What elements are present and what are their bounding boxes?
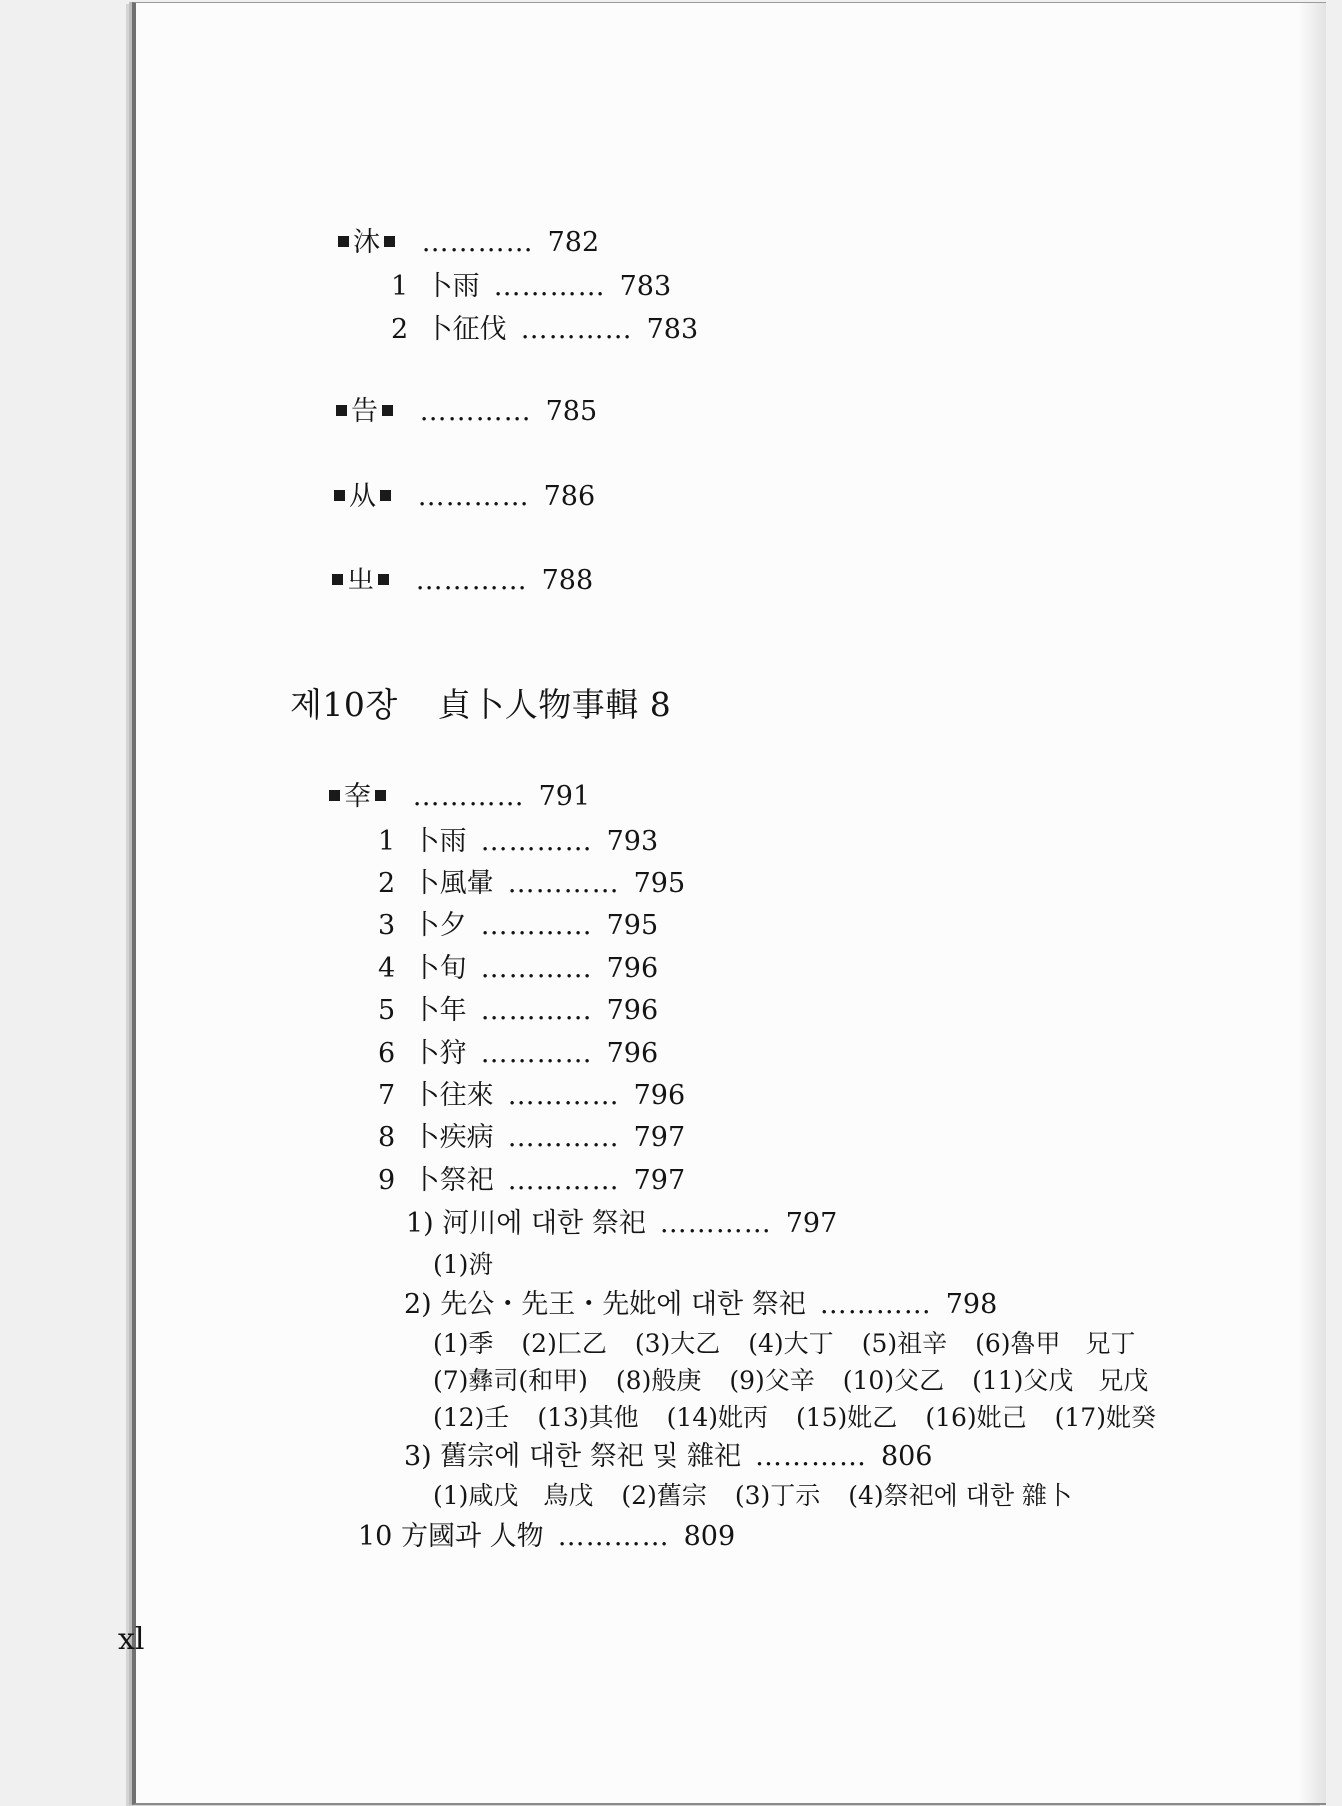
item-label: 卜征伐 bbox=[425, 314, 507, 345]
item-number: 5 bbox=[378, 995, 396, 1026]
square-bullet-icon bbox=[380, 490, 391, 501]
detail-entry: (2)匚乙 bbox=[521, 1329, 607, 1358]
toc-item bbox=[378, 1082, 685, 1109]
detail-entry: (10)父乙 bbox=[842, 1366, 945, 1395]
toc-item bbox=[378, 870, 685, 897]
square-bullet-icon bbox=[329, 790, 340, 801]
section-name: 从 bbox=[349, 481, 376, 512]
detail-entry: (2)舊宗 bbox=[621, 1481, 707, 1510]
leader-dots: ………… bbox=[507, 868, 620, 899]
square-bullet-icon bbox=[382, 405, 393, 416]
detail-entry: (8)般庚 bbox=[615, 1366, 702, 1395]
page-ref: 806 bbox=[880, 1441, 933, 1472]
page-ref: 783 bbox=[619, 271, 672, 302]
item-label: 卜年 bbox=[412, 995, 467, 1026]
section-name: 告 bbox=[351, 396, 378, 427]
toc-section-entry bbox=[325, 783, 590, 810]
page-ref: 798 bbox=[945, 1289, 998, 1320]
leader-dots: ………… bbox=[754, 1441, 867, 1472]
toc-item bbox=[378, 912, 658, 939]
leader-dots: ………… bbox=[480, 826, 593, 857]
page-number: xl bbox=[118, 1622, 145, 1657]
leader-dots: ………… bbox=[419, 396, 532, 427]
page-ref: 783 bbox=[646, 314, 699, 345]
item-number: 2 bbox=[378, 868, 396, 899]
detail-entry: (5)祖辛 bbox=[861, 1329, 948, 1358]
square-bullet-icon bbox=[336, 405, 347, 416]
page-ref: 791 bbox=[538, 781, 591, 812]
toc-subdetail-line bbox=[433, 1483, 1072, 1508]
toc-subitem bbox=[404, 1443, 933, 1470]
toc-subdetail-line bbox=[433, 1331, 1136, 1356]
detail-entry: (3)大乙 bbox=[634, 1329, 721, 1358]
item-number: 4 bbox=[378, 953, 396, 984]
leader-dots: ………… bbox=[493, 271, 606, 302]
toc-subdetail-line bbox=[433, 1405, 1156, 1430]
chapter-heading bbox=[290, 685, 672, 724]
page-ref: 782 bbox=[547, 227, 600, 258]
item-label: 卜雨 bbox=[425, 271, 480, 302]
detail-entry: (7)彝司(和甲) bbox=[433, 1366, 588, 1395]
page-ref: 795 bbox=[606, 910, 659, 941]
item-label: 卜旬 bbox=[412, 953, 467, 984]
square-bullet-icon bbox=[375, 790, 386, 801]
leader-dots: ………… bbox=[520, 314, 633, 345]
item-label: 方國과 人物 bbox=[400, 1521, 544, 1552]
page-ref: 797 bbox=[633, 1165, 686, 1196]
item-number: 2 bbox=[391, 314, 409, 345]
square-bullet-icon bbox=[384, 236, 395, 247]
leader-dots: ………… bbox=[507, 1080, 620, 1111]
subitem-label: 2) 先公・先王・先妣에 대한 祭祀 bbox=[404, 1289, 806, 1320]
toc-item bbox=[378, 997, 658, 1024]
toc-section-entry bbox=[334, 229, 599, 256]
detail-entry: (9)父辛 bbox=[729, 1366, 815, 1395]
detail-entry: (1)洀 bbox=[433, 1250, 494, 1279]
detail-entry: (13)其他 bbox=[537, 1403, 639, 1432]
detail-entry: (4)祭祀에 대한 雜卜 bbox=[848, 1481, 1073, 1510]
chapter-title: 貞卜人物事輯 8 bbox=[437, 685, 672, 724]
subitem-label: 3) 舊宗에 대한 祭祀 및 雜祀 bbox=[404, 1441, 741, 1472]
toc-subitem bbox=[404, 1291, 997, 1318]
page-ref: 785 bbox=[545, 396, 598, 427]
leader-dots: ………… bbox=[507, 1122, 620, 1153]
detail-entry: (15)妣乙 bbox=[795, 1403, 898, 1432]
toc-item bbox=[358, 1523, 735, 1550]
square-bullet-icon bbox=[378, 574, 389, 585]
page-ref: 786 bbox=[543, 481, 596, 512]
page-ref: 796 bbox=[606, 1038, 659, 1069]
item-label: 卜祭祀 bbox=[412, 1165, 494, 1196]
leader-dots: ………… bbox=[557, 1521, 670, 1552]
toc-item bbox=[378, 1040, 658, 1067]
detail-entry: (1)季 bbox=[433, 1329, 494, 1358]
leader-dots: ………… bbox=[480, 910, 593, 941]
toc-item bbox=[378, 1167, 685, 1194]
section-name: 㚔 bbox=[344, 781, 371, 812]
leader-dots: ………… bbox=[819, 1289, 932, 1320]
subitem-label: 1) 河川에 대한 祭祀 bbox=[406, 1208, 646, 1239]
leader-dots: ………… bbox=[421, 227, 534, 258]
item-label: 卜風暈 bbox=[412, 868, 494, 899]
leader-dots: ………… bbox=[412, 781, 525, 812]
toc-subdetail-line bbox=[433, 1368, 1148, 1393]
section-name: 㞢 bbox=[347, 565, 374, 596]
detail-entry: (16)妣己 bbox=[925, 1403, 1027, 1432]
detail-entry: (17)妣癸 bbox=[1054, 1403, 1156, 1432]
item-label: 卜夕 bbox=[412, 910, 467, 941]
item-label: 卜往來 bbox=[412, 1080, 494, 1111]
item-number: 7 bbox=[378, 1080, 396, 1111]
square-bullet-icon bbox=[332, 574, 343, 585]
toc-item bbox=[391, 316, 698, 343]
item-number: 1 bbox=[391, 271, 409, 302]
square-bullet-icon bbox=[334, 490, 345, 501]
section-name: 沐 bbox=[353, 227, 380, 258]
toc-subitem bbox=[406, 1210, 837, 1237]
detail-entry: (12)壬 bbox=[433, 1403, 510, 1432]
item-number: 9 bbox=[378, 1165, 396, 1196]
leader-dots: ………… bbox=[507, 1165, 620, 1196]
toc-section-entry bbox=[332, 398, 597, 425]
item-label: 卜狩 bbox=[412, 1038, 467, 1069]
page-ref: 788 bbox=[541, 565, 594, 596]
detail-entry: (3)丁示 bbox=[734, 1481, 821, 1510]
item-label: 卜雨 bbox=[412, 826, 467, 857]
page-ref: 809 bbox=[683, 1521, 736, 1552]
toc-item bbox=[391, 273, 671, 300]
page-ref: 796 bbox=[606, 995, 659, 1026]
item-number: 6 bbox=[378, 1038, 396, 1069]
leader-dots: ………… bbox=[417, 481, 530, 512]
leader-dots: ………… bbox=[480, 995, 593, 1026]
page-ref: 797 bbox=[633, 1122, 686, 1153]
toc-item bbox=[378, 828, 658, 855]
page-ref: 796 bbox=[633, 1080, 686, 1111]
item-number: 8 bbox=[378, 1122, 396, 1153]
page-ref: 796 bbox=[606, 953, 659, 984]
item-label: 卜疾病 bbox=[412, 1122, 494, 1153]
toc-item bbox=[378, 1124, 685, 1151]
toc-item bbox=[378, 955, 658, 982]
detail-entry: (11)父戊 兄戊 bbox=[972, 1366, 1149, 1395]
page-ref: 793 bbox=[606, 826, 659, 857]
detail-entry: (1)咸戊 鳥戊 bbox=[433, 1481, 594, 1510]
leader-dots: ………… bbox=[480, 953, 593, 984]
leader-dots: ………… bbox=[659, 1208, 772, 1239]
page-ref: 795 bbox=[633, 868, 686, 899]
item-number: 3 bbox=[378, 910, 396, 941]
leader-dots: ………… bbox=[415, 565, 528, 596]
item-number: 1 bbox=[378, 826, 396, 857]
chapter-label: 제10장 bbox=[290, 685, 398, 724]
page-ref: 797 bbox=[785, 1208, 838, 1239]
detail-entry: (14)妣丙 bbox=[666, 1403, 768, 1432]
toc-section-entry bbox=[328, 567, 593, 594]
leader-dots: ………… bbox=[480, 1038, 593, 1069]
detail-entry: (6)魯甲 兄丁 bbox=[975, 1329, 1136, 1358]
toc-subdetail-line bbox=[433, 1252, 493, 1277]
toc-section-entry bbox=[330, 483, 595, 510]
square-bullet-icon bbox=[338, 236, 349, 247]
item-number: 10 bbox=[358, 1521, 393, 1552]
detail-entry: (4)大丁 bbox=[748, 1329, 834, 1358]
